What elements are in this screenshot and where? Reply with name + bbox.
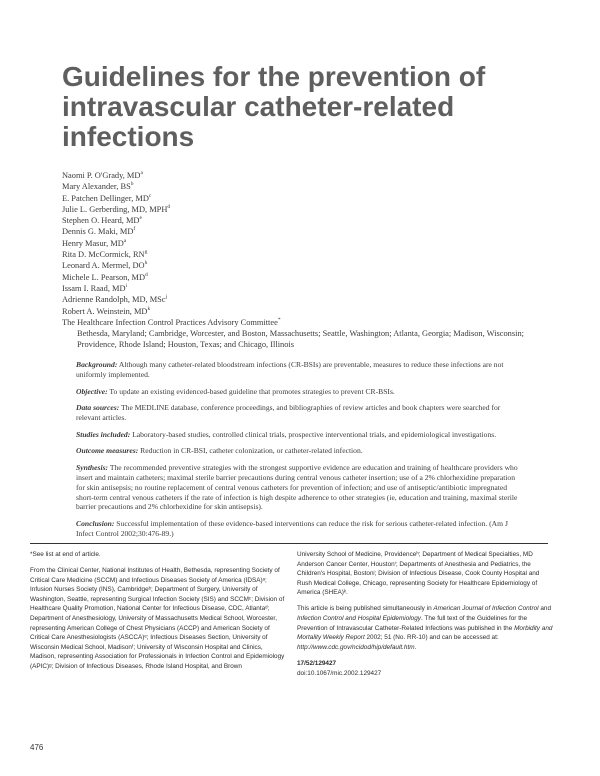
abstract-data-sources: Data sources: The MEDLINE database, conference proceedings, and bibliographies of review articles and book chapters were searched for relevant articles. — [76, 403, 501, 422]
author: Henry Masur, $MD^a$ — [62, 237, 127, 248]
publication-note: This article is being published simultaneously in American Journal of Infection Control and Infection Control and Hospital Epidemiology. The full text of the Guidelines for the Prevention of Intravascular Catheter-Related Infections was published in the Morbidity and Mortality Weekly Report 2002; 51 (No. RR-10) and can be accessed at: http://www.cdc.gov/ncidod/hip/default.htm. — [297, 605, 553, 651]
author: Stephen O. Heard, MDe — [62, 215, 142, 226]
author: The Healthcare Infection Control Practices Advisory Committee* — [62, 317, 281, 327]
article-title: Guidelines for the prevention of intravascular catheter-related infections — [62, 61, 486, 152]
footnotes-left-column — [30, 550, 290, 678]
author: Leonard A. Mermel, $DO^h$ — [62, 260, 148, 271]
abstract-synthesis: Synthesis: The recommended preventive strategies with the strongest supportive evidence are education and training of healthcare providers who insert and maintain catheters; maximal sterile barrier precautions during central venous catheter insertion; use of a 2% chlorhexidine preparation for skin antisepsis; no routine replacement of central venous catheters for prevention of infection; and use of antiseptic/antibiotic impregnated short-term central venous catheters if the rate of infection is high despite adherence to other strategies (ie, education and training, maximal sterile barrier precautions and 2% chlorhexidine for skin antisepsis). — [76, 462, 518, 512]
author: Adrienne Randolph, MD, MSc$^j$ — [62, 294, 168, 305]
author: Julie L. Gerberding, MD, MPH$^d$ — [62, 204, 171, 214]
abstract — [76, 360, 518, 546]
author: E. Patchen Dellinger, $MD^c$ — [62, 192, 152, 203]
author-locations: Bethesda, Maryland; Cambridge, Worcester, and Boston, Massachusetts; Seattle, Washington; Atlanta, Georgia; Madison, Wisconsin; Providence, Rhode Island; Houston, Texas; and Chicago, Illinois — [77, 329, 524, 350]
author: Rita D. McCormick, $RN^g$ — [62, 249, 148, 260]
author: Issam I. Raad, $MD^i$ — [62, 283, 128, 293]
abstract-background: Background: Although many catheter-related bloodstream infections (CR-BSIs) are preventable, measures to reduce these infections are not uniformly implemented. — [76, 360, 504, 379]
abstract-conclusion: Conclusion: Successful implementation of these evidence-based interventions can reduce the risk for serious catheter-related infection. (Am J Infect Control 2002;30:476-89.) — [76, 519, 508, 538]
author-list — [62, 170, 542, 351]
page-number: 476 — [30, 743, 44, 752]
footnote-divider — [30, 543, 548, 544]
author: Mary Alexander, $BS^b$ — [62, 181, 134, 192]
article-code: 17/52/129427 — [297, 659, 337, 667]
affiliations-text: From the Clinical Center, National Institutes of Health, Bethesda, representing Society of Critical Care Medicine (SCCM) and Infectious Diseases Society of America (IDSA)ᵃ; Infusion Nurses Society (INS), Cambridgeᵇ; Department of Surgery, University of Washington, Seattle, representing Surgical Infection Society (SIS) and SCCMᶜ; Division of Healthcare Quality Promotion, National Center for Infectious Disease, CDC, Atlantaᵈ; Department of Anesthesiology, University of Massachusetts Medical School, Worcester, representing American College of Chest Physicians (ACCP) and American Society of Critical Care Anesthesiologists (ASCCA)ᵉ; Infectious Diseases Section, University of Wisconsin Medical School, Madisonᶠ; University of Wisconsin Hospital and Clinics, Madison, representing Association for Professionals in Infection Control and Epidemiology (APIC)ᵍ; Division of Infectious Diseases, Rhode Island Hospital, and Brown — [30, 567, 285, 671]
author: Dennis G. Maki, $MD^f$ — [62, 226, 136, 237]
abstract-studies-included: Studies included: Laboratory-based studies, controlled clinical trials, prospective interventional trials, and epidemiological investigations. — [76, 429, 497, 439]
affiliations-continued: University School of Medicine, Providenceʰ; Department of Medical Specialties, MD Anderson Cancer Center, Houstonⁱ; Departments of Anesthesia and Pediatrics, the Children's Hospital, Bostonʲ; Division of Infectious Disease, Cook County Hospital and Rush Medical College, Chicago, representing Society for Healthcare Epidemiology of America (SHEA)ᵏ. — [297, 551, 540, 597]
author: Robert A. Weinstein, $MD^k$ — [62, 305, 151, 316]
footnotes-right-column — [297, 550, 555, 685]
guidelines-url-link[interactable]: http://www.cdc.gov/ncidod/hip/default.htm — [297, 643, 415, 651]
article-doi: doi:10.1067/mic.2002.129427 — [297, 669, 382, 677]
author: Naomi P. O'Grady, $MD^a$ — [62, 170, 143, 180]
abstract-objective: Objective: To update an existing evidenced-based guideline that promotes strategies to prevent CR-BSIs. — [76, 386, 395, 396]
see-list-note: *See list at end of article. — [30, 551, 101, 558]
abstract-outcome-measures: Outcome measures: Reduction in CR-BSI, catheter colonization, or catheter-related infection. — [76, 446, 363, 456]
author: Michele L. Pearson, $MD^d$ — [62, 271, 148, 282]
